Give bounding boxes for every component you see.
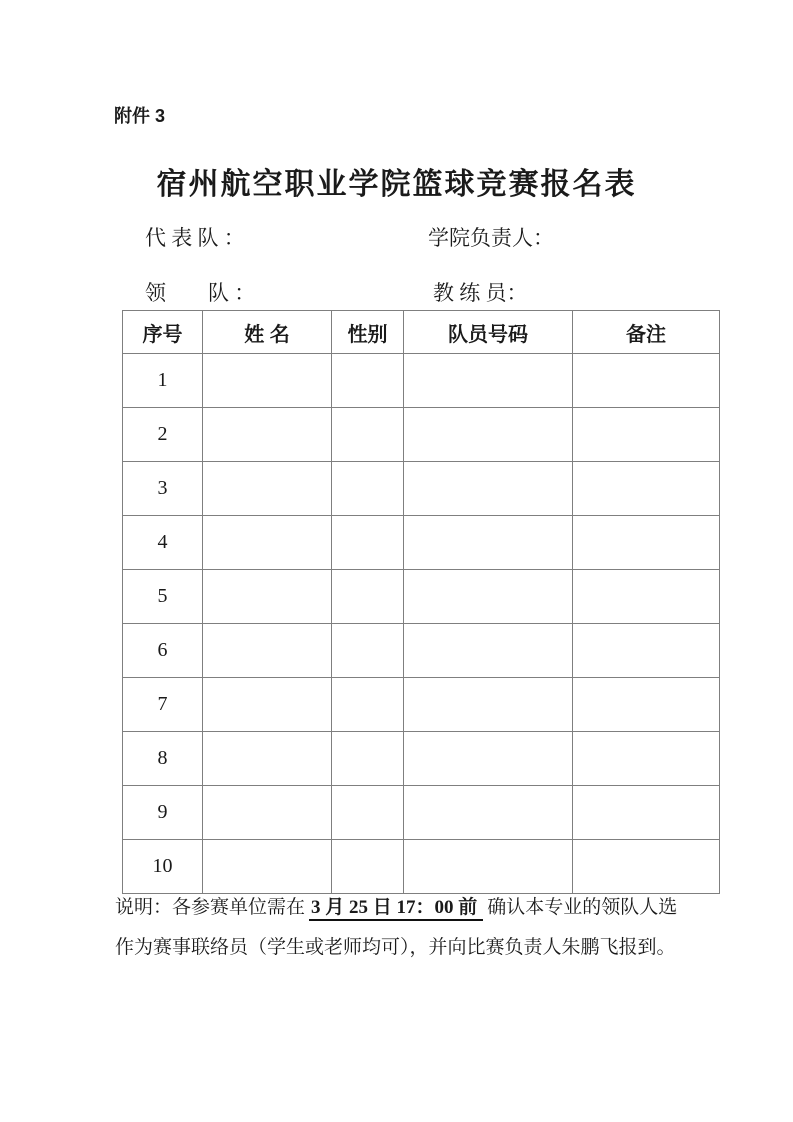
table-row <box>123 678 720 732</box>
cell-gender <box>332 732 404 786</box>
roster-table <box>122 310 720 894</box>
cell-player-number <box>404 786 573 840</box>
cell-name <box>203 840 332 894</box>
note <box>115 888 725 968</box>
table-row <box>123 624 720 678</box>
team-label: 代 表 队 ： <box>145 226 245 250</box>
page-title: 宿州航空职业学院篮球竞赛报名表 <box>156 168 637 201</box>
cell-name <box>203 732 332 786</box>
table-header-row <box>123 311 720 354</box>
cell-remark <box>573 732 720 786</box>
cell-player-number <box>404 678 573 732</box>
cell-remark <box>573 408 720 462</box>
header-remark: 备注 <box>573 311 720 354</box>
table-row <box>123 354 720 408</box>
table-row <box>123 840 720 894</box>
cell-name <box>203 516 332 570</box>
cell-player-number <box>404 354 573 408</box>
header-serial: 序号 <box>123 311 203 354</box>
cell-serial: 3 <box>123 462 203 516</box>
cell-player-number <box>404 570 573 624</box>
table-row <box>123 516 720 570</box>
cell-remark <box>573 570 720 624</box>
cell-remark <box>573 516 720 570</box>
cell-serial: 6 <box>123 624 203 678</box>
table-row <box>123 570 720 624</box>
cell-remark <box>573 624 720 678</box>
cell-remark <box>573 786 720 840</box>
cell-remark <box>573 678 720 732</box>
header-gender: 性别 <box>332 311 404 354</box>
table-row <box>123 732 720 786</box>
note-line-2: 作为赛事联络员（学生或老师均可），并向比赛负责人朱鹏飞报到。 <box>115 937 676 958</box>
header-player-number: 队员号码 <box>404 311 573 354</box>
table-row <box>123 462 720 516</box>
cell-name <box>203 786 332 840</box>
cell-name <box>203 570 332 624</box>
cell-gender <box>332 840 404 894</box>
cell-serial: 7 <box>123 678 203 732</box>
cell-name <box>203 624 332 678</box>
cell-gender <box>332 570 404 624</box>
note-deadline: 3 月 25 日 17：00 前 <box>309 897 483 921</box>
cell-gender <box>332 462 404 516</box>
cell-serial: 5 <box>123 570 203 624</box>
leader-label: 领 队 ： <box>145 281 256 305</box>
cell-name <box>203 408 332 462</box>
cell-serial: 1 <box>123 354 203 408</box>
attachment-label: 附件 3 <box>114 106 166 126</box>
note-line-1 <box>115 888 725 928</box>
cell-serial: 2 <box>123 408 203 462</box>
cell-player-number <box>404 624 573 678</box>
coach-label: 教 练 员： <box>433 281 528 305</box>
cell-remark <box>573 462 720 516</box>
cell-remark <box>573 354 720 408</box>
table-row <box>123 408 720 462</box>
cell-gender <box>332 786 404 840</box>
header-name: 姓 名 <box>203 311 332 354</box>
cell-player-number <box>404 408 573 462</box>
cell-player-number <box>404 462 573 516</box>
cell-player-number <box>404 840 573 894</box>
cell-gender <box>332 678 404 732</box>
cell-name <box>203 354 332 408</box>
cell-serial: 4 <box>123 516 203 570</box>
cell-serial: 8 <box>123 732 203 786</box>
table-row <box>123 786 720 840</box>
cell-remark <box>573 840 720 894</box>
cell-gender <box>332 408 404 462</box>
note-suffix: 确认本专业的领队人选 <box>487 897 678 918</box>
cell-gender <box>332 354 404 408</box>
cell-gender <box>332 624 404 678</box>
college-head-label: 学院负责人： <box>428 226 554 250</box>
cell-player-number <box>404 732 573 786</box>
note-prefix: 说明：各参赛单位需在 <box>115 897 306 918</box>
cell-player-number <box>404 516 573 570</box>
cell-name <box>203 462 332 516</box>
cell-gender <box>332 516 404 570</box>
cell-name <box>203 678 332 732</box>
cell-serial: 9 <box>123 786 203 840</box>
cell-serial: 10 <box>123 840 203 894</box>
